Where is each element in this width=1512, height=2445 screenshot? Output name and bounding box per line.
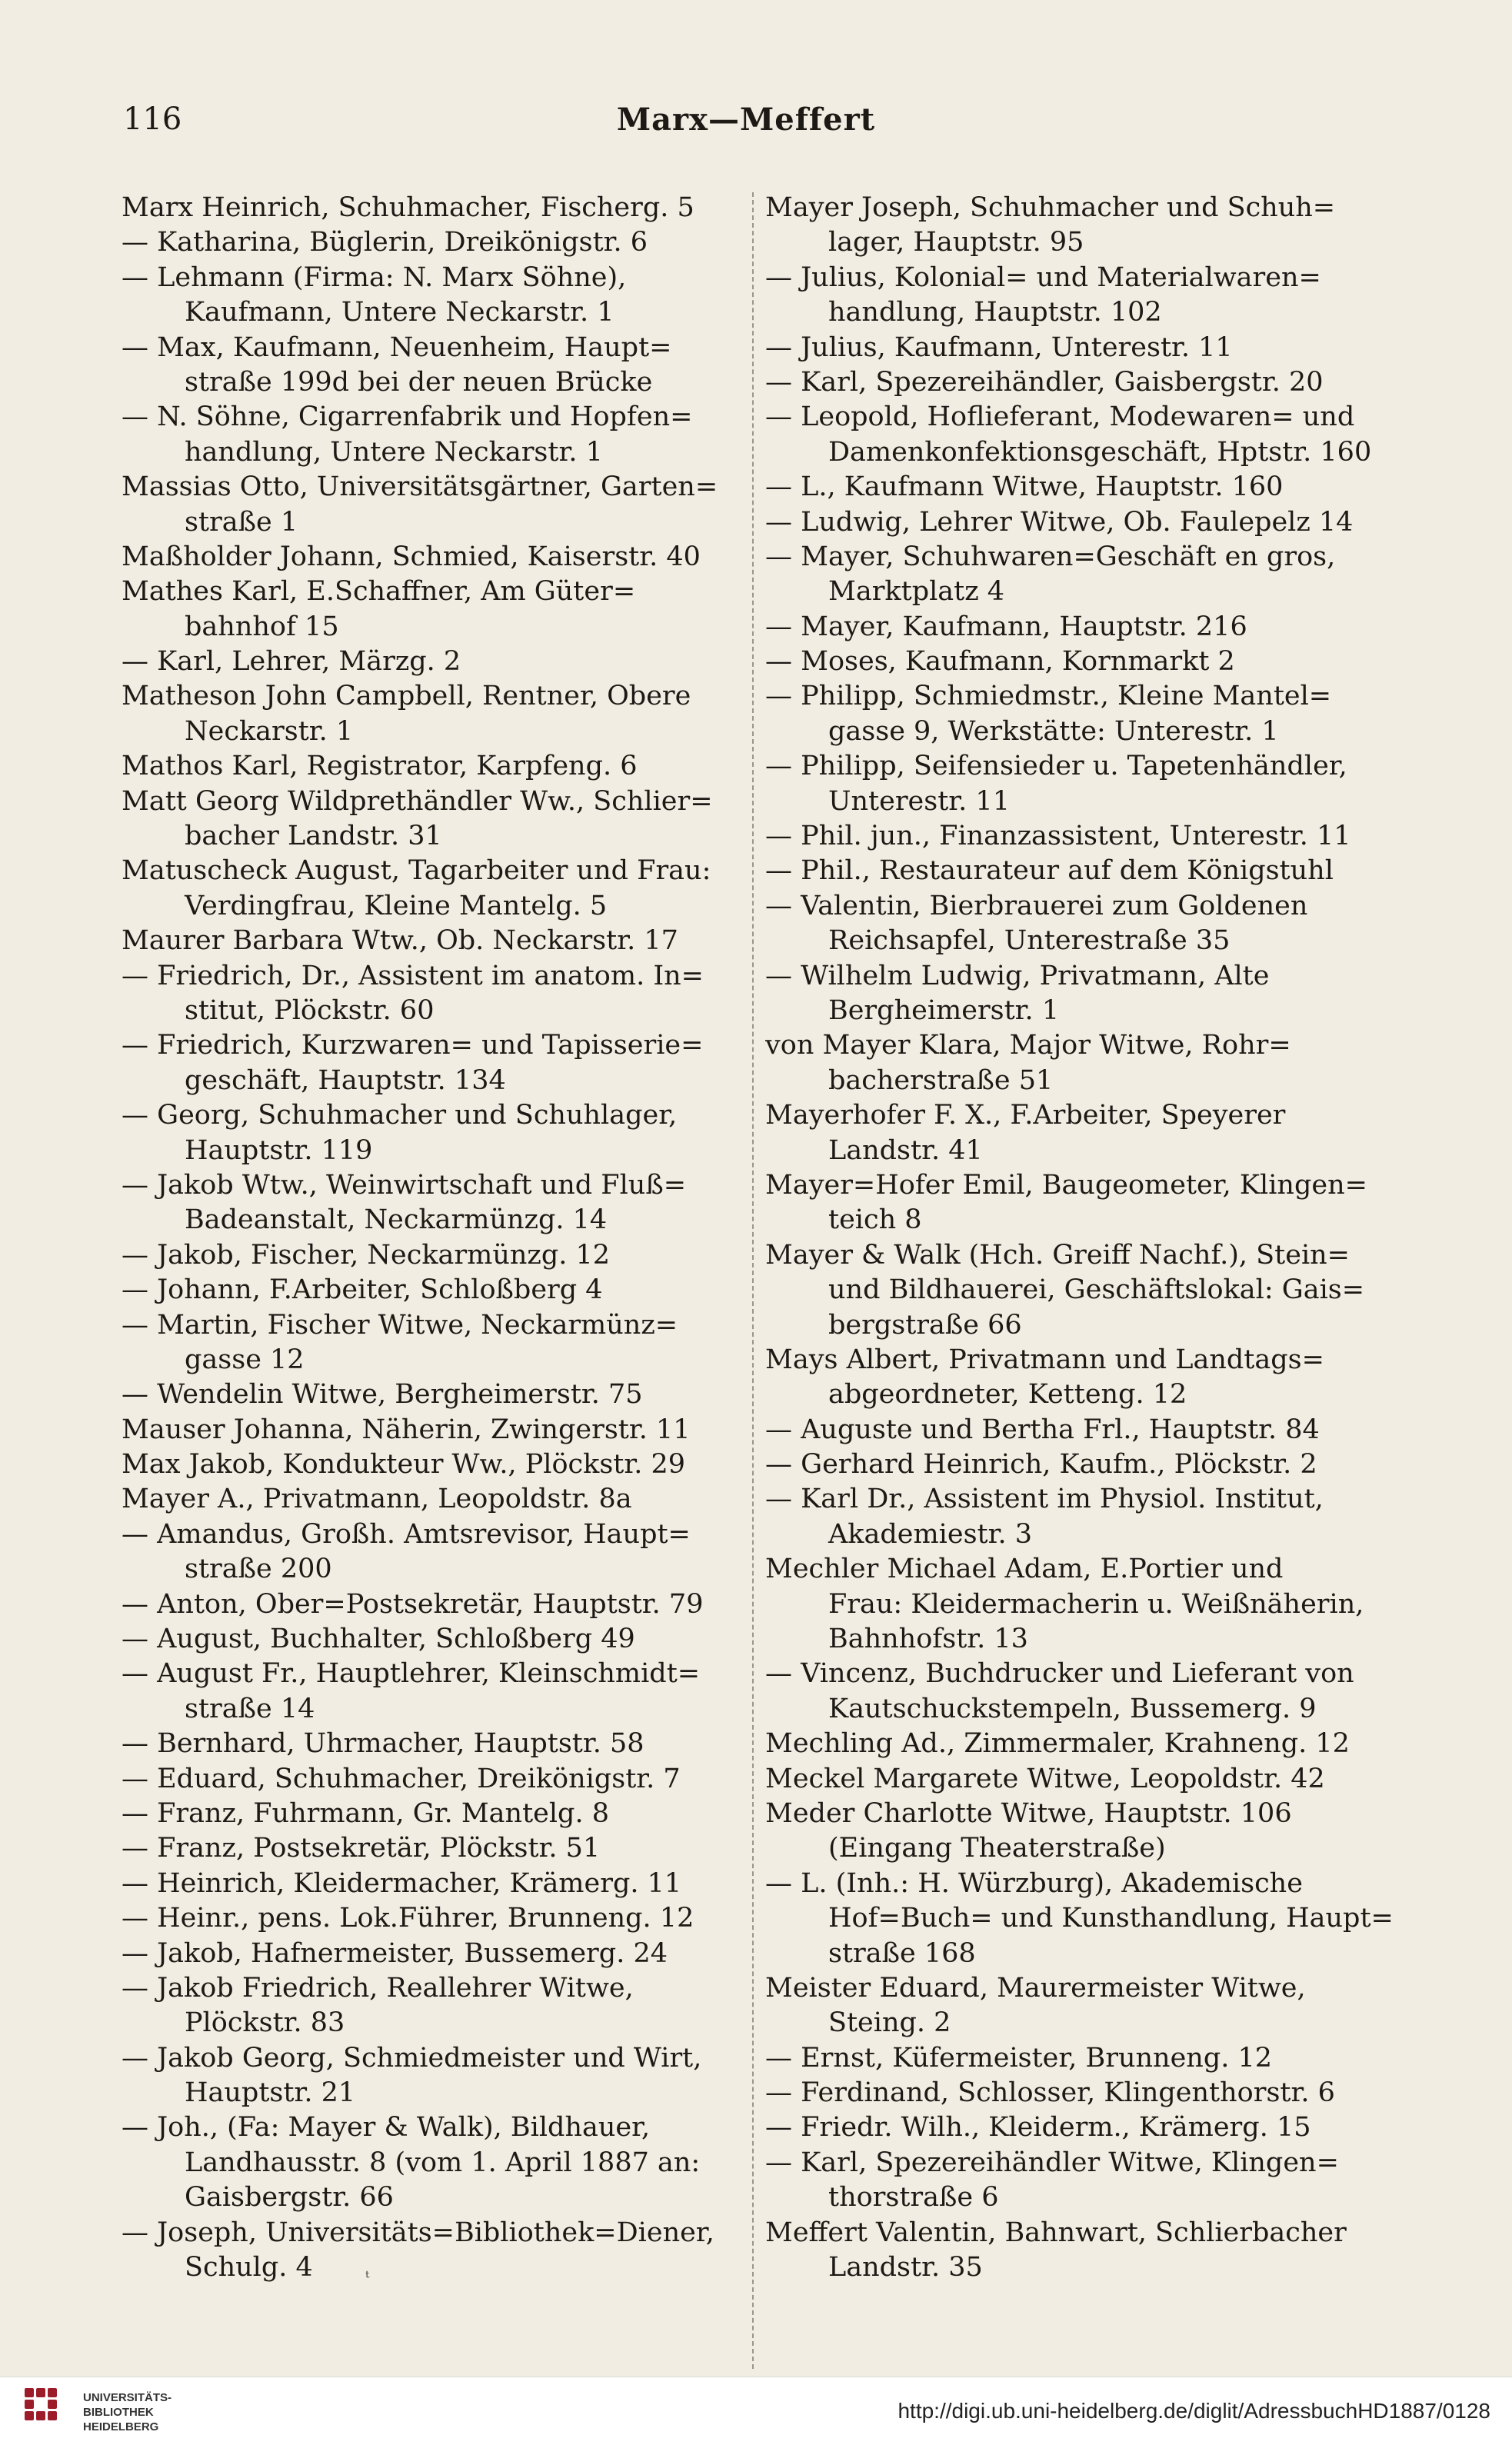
entry-continuation-line: bergstraße 66 bbox=[828, 1309, 1022, 1341]
entry-continuation-line: bacherstraße 51 bbox=[828, 1064, 1054, 1096]
directory-entry: — Leopold, Hoflieferant, Modewaren= und bbox=[765, 401, 1355, 433]
entry-continuation-line: Verdingfrau, Kleine Mantelg. 5 bbox=[185, 890, 608, 921]
directory-entry: — Lehmann (Firma: N. Marx Söhne), bbox=[122, 261, 627, 293]
library-name bbox=[83, 2390, 172, 2434]
directory-entry: — Georg, Schuhmacher und Schuhlager, bbox=[122, 1100, 678, 1131]
library-name-line: HEIDELBERG bbox=[83, 2420, 159, 2433]
library-name-line: UNIVERSITÄTS- bbox=[83, 2391, 172, 2404]
directory-entry: — Heinrich, Kleidermacher, Krämerg. 11 bbox=[122, 1867, 682, 1899]
directory-entry: — Katharina, Büglerin, Dreikönigstr. 6 bbox=[122, 227, 648, 258]
directory-entry: Maurer Barbara Wtw., Ob. Neckarstr. 17 bbox=[122, 925, 678, 957]
entry-continuation-line: bahnhof 15 bbox=[185, 611, 339, 642]
entry-continuation-line: geschäft, Hauptstr. 134 bbox=[185, 1064, 506, 1096]
entry-continuation-line: handlung, Untere Neckarstr. 1 bbox=[185, 436, 603, 468]
directory-entry: — Jakob, Fischer, Neckarmünzg. 12 bbox=[122, 1239, 611, 1271]
library-logo-icon bbox=[25, 2388, 69, 2433]
directory-entry: — Karl Dr., Assistent im Physiol. Institut, bbox=[765, 1484, 1324, 1515]
directory-entry: — Vincenz, Buchdrucker und Lieferant von bbox=[765, 1658, 1354, 1690]
library-name-line: BIBLIOTHEK bbox=[83, 2406, 154, 2419]
directory-entry: Matuscheck August, Tagarbeiter und Frau: bbox=[122, 855, 711, 887]
directory-entry: — Max, Kaufmann, Neuenheim, Haupt= bbox=[122, 331, 672, 363]
directory-entry: — Valentin, Bierbrauerei zum Goldenen bbox=[765, 890, 1308, 921]
directory-entry: — L. (Inh.: H. Würzburg), Akademische bbox=[765, 1867, 1303, 1899]
directory-entry: Mechler Michael Adam, E.Portier und bbox=[765, 1554, 1284, 1585]
directory-entry: — Julius, Kolonial= und Materialwaren= bbox=[765, 261, 1321, 293]
entry-continuation-line: straße 1 bbox=[185, 506, 298, 538]
source-url-link[interactable]: http://digi.ub.uni-heidelberg.de/diglit/AdressbuchHD1887/0128 bbox=[898, 2399, 1490, 2423]
entry-continuation-line: Hauptstr. 119 bbox=[185, 1134, 373, 1166]
column-divider bbox=[752, 192, 754, 2369]
entry-continuation-line: gasse 9, Werkstätte: Unterestr. 1 bbox=[828, 715, 1279, 747]
directory-entry: — Mayer, Kaufmann, Hauptstr. 216 bbox=[765, 611, 1247, 642]
entry-continuation-line: gasse 12 bbox=[185, 1344, 305, 1375]
directory-entry: Maßholder Johann, Schmied, Kaiserstr. 40 bbox=[122, 541, 701, 572]
entry-continuation-line: bacher Landstr. 31 bbox=[185, 821, 442, 852]
directory-entry: — Jakob Wtw., Weinwirtschaft und Fluß= bbox=[122, 1169, 687, 1201]
entry-continuation-line: und Bildhauerei, Geschäftslokal: Gais= bbox=[828, 1274, 1365, 1306]
entry-continuation-line: stitut, Plöckstr. 60 bbox=[185, 994, 435, 1026]
directory-entry: von Mayer Klara, Major Witwe, Rohr= bbox=[765, 1030, 1291, 1061]
directory-entry: Matheson John Campbell, Rentner, Obere bbox=[122, 681, 691, 712]
directory-entry: — Auguste und Bertha Frl., Hauptstr. 84 bbox=[765, 1414, 1320, 1445]
directory-entry: — Franz, Fuhrmann, Gr. Mantelg. 8 bbox=[122, 1797, 609, 1829]
directory-entry: Mathes Karl, E.Schaffner, Am Güter= bbox=[122, 576, 636, 608]
entry-continuation-line: Bergheimerstr. 1 bbox=[828, 994, 1060, 1026]
directory-entry: — Joh., (Fa: Mayer & Walk), Bildhauer, bbox=[122, 2112, 651, 2144]
entry-continuation-line: Frau: Kleidermacherin u. Weißnäherin, bbox=[828, 1588, 1364, 1620]
entry-continuation-line: Unterestr. 11 bbox=[828, 785, 1010, 817]
running-head: Marx—Meffert bbox=[616, 102, 876, 138]
directory-entry: — Gerhard Heinrich, Kaufm., Plöckstr. 2 bbox=[765, 1449, 1317, 1481]
directory-entry: — August Fr., Hauptlehrer, Kleinschmidt= bbox=[122, 1658, 701, 1690]
directory-entry: — Friedr. Wilh., Kleiderm., Krämerg. 15 bbox=[765, 2112, 1311, 2144]
directory-entry: Meister Eduard, Maurermeister Witwe, bbox=[765, 1972, 1306, 2004]
directory-entry: — Moses, Kaufmann, Kornmarkt 2 bbox=[765, 646, 1235, 678]
directory-entry: — Ernst, Küfermeister, Brunneng. 12 bbox=[765, 2042, 1273, 2074]
directory-entry: Meckel Margarete Witwe, Leopoldstr. 42 bbox=[765, 1763, 1325, 1794]
page-header bbox=[108, 102, 1384, 155]
directory-entry: — Julius, Kaufmann, Unterestr. 11 bbox=[765, 331, 1233, 363]
entry-continuation-line: straße 168 bbox=[828, 1937, 976, 1969]
directory-entry: Massias Otto, Universitätsgärtner, Garten= bbox=[122, 471, 718, 503]
directory-entry: Mayerhofer F. X., F.Arbeiter, Speyerer bbox=[765, 1100, 1286, 1131]
entry-continuation-line: lager, Hauptstr. 95 bbox=[828, 227, 1084, 258]
entry-continuation-line: Kautschuckstempeln, Bussemerg. 9 bbox=[828, 1693, 1317, 1724]
entry-continuation-line: Neckarstr. 1 bbox=[185, 715, 354, 747]
directory-entry: — Jakob, Hafnermeister, Bussemerg. 24 bbox=[122, 1937, 668, 1969]
entry-continuation-line: Badeanstalt, Neckarmünzg. 14 bbox=[185, 1204, 608, 1236]
right-column bbox=[765, 191, 1396, 2285]
page-number: 116 bbox=[123, 102, 182, 137]
entry-continuation-line: Schulg. 4 bbox=[185, 2252, 313, 2283]
entry-continuation-line: Hauptstr. 21 bbox=[185, 2077, 356, 2109]
directory-entry: — Phil., Restaurateur auf dem Königstuhl bbox=[765, 855, 1334, 887]
directory-entry: — Bernhard, Uhrmacher, Hauptstr. 58 bbox=[122, 1728, 644, 1760]
entry-continuation-line: Akademiestr. 3 bbox=[828, 1518, 1032, 1550]
directory-entry: Meffert Valentin, Bahnwart, Schlierbacher bbox=[765, 2217, 1347, 2248]
directory-entry: — Friedrich, Kurzwaren= und Tapisserie= bbox=[122, 1030, 704, 1061]
directory-entry: — Johann, F.Arbeiter, Schloßberg 4 bbox=[122, 1274, 603, 1306]
directory-entry: — Heinr., pens. Lok.Führer, Brunneng. 12 bbox=[122, 1903, 694, 1934]
directory-entry: — Joseph, Universitäts=Bibliothek=Diener, bbox=[122, 2217, 714, 2248]
directory-entry: — Wendelin Witwe, Bergheimerstr. 75 bbox=[122, 1379, 643, 1411]
footer-bar bbox=[0, 2377, 1512, 2445]
directory-entry: Mayer=Hofer Emil, Baugeometer, Klingen= bbox=[765, 1169, 1367, 1201]
directory-entry: — Ludwig, Lehrer Witwe, Ob. Faulepelz 14 bbox=[765, 506, 1354, 538]
entry-continuation-line: Hof=Buch= und Kunsthandlung, Haupt= bbox=[828, 1903, 1394, 1934]
directory-entry: — Friedrich, Dr., Assistent im anatom. In= bbox=[122, 960, 704, 991]
left-column bbox=[122, 191, 768, 2285]
directory-entry: Mays Albert, Privatmann und Landtags= bbox=[765, 1344, 1324, 1375]
directory-entry: — Jakob Friedrich, Reallehrer Witwe, bbox=[122, 1972, 634, 2004]
entry-continuation-line: abgeordneter, Ketteng. 12 bbox=[828, 1379, 1187, 1411]
entry-continuation-line: handlung, Hauptstr. 102 bbox=[828, 297, 1162, 328]
directory-entry: Mathos Karl, Registrator, Karpfeng. 6 bbox=[122, 751, 638, 782]
entry-continuation-line: Steing. 2 bbox=[828, 2007, 951, 2039]
directory-entry: Marx Heinrich, Schuhmacher, Fischerg. 5 bbox=[122, 192, 694, 223]
entry-continuation-line: Landhausstr. 8 (vom 1. April 1887 an: bbox=[185, 2147, 701, 2178]
directory-entry: — Karl, Spezereihändler Witwe, Klingen= bbox=[765, 2147, 1339, 2178]
entry-continuation-line: thorstraße 6 bbox=[828, 2182, 999, 2213]
directory-entry: — Eduard, Schuhmacher, Dreikönigstr. 7 bbox=[122, 1763, 681, 1794]
entry-continuation-line: Reichsapfel, Unterestraße 35 bbox=[828, 925, 1231, 957]
entry-continuation-line: Bahnhofstr. 13 bbox=[828, 1624, 1028, 1655]
entry-continuation-line: straße 199d bei der neuen Brücke bbox=[185, 366, 653, 398]
directory-entry: Matt Georg Wildprethändler Ww., Schlier= bbox=[122, 785, 713, 817]
entry-continuation-line: Kaufmann, Untere Neckarstr. 1 bbox=[185, 297, 614, 328]
directory-entry: Mayer A., Privatmann, Leopoldstr. 8a bbox=[122, 1484, 632, 1515]
directory-entry: Mayer Joseph, Schuhmacher und Schuh= bbox=[765, 192, 1336, 223]
entry-continuation-line: straße 200 bbox=[185, 1554, 332, 1585]
directory-entry: — August, Buchhalter, Schloßberg 49 bbox=[122, 1624, 635, 1655]
entry-continuation-line: teich 8 bbox=[828, 1204, 922, 1236]
directory-entry: — Mayer, Schuhwaren=Geschäft en gros, bbox=[765, 541, 1336, 572]
entry-continuation-line: Marktplatz 4 bbox=[828, 576, 1005, 608]
directory-entry: — Martin, Fischer Witwe, Neckarmünz= bbox=[122, 1309, 678, 1341]
directory-entry: — Jakob Georg, Schmiedmeister und Wirt, bbox=[122, 2042, 702, 2074]
entry-continuation-line: (Eingang Theaterstraße) bbox=[828, 1833, 1166, 1864]
stray-mark: ᵗ bbox=[365, 2269, 370, 2288]
entry-continuation-line: Gaisbergstr. 66 bbox=[185, 2182, 394, 2213]
directory-entry: — L., Kaufmann Witwe, Hauptstr. 160 bbox=[765, 471, 1284, 503]
directory-entry: — Philipp, Seifensieder u. Tapetenhändler, bbox=[765, 751, 1347, 782]
directory-entry: — Ferdinand, Schlosser, Klingenthorstr. 6 bbox=[765, 2077, 1335, 2109]
directory-entry: Max Jakob, Kondukteur Ww., Plöckstr. 29 bbox=[122, 1449, 686, 1481]
entry-continuation-line: Plöckstr. 83 bbox=[185, 2007, 345, 2039]
directory-entry: Mauser Johanna, Näherin, Zwingerstr. 11 bbox=[122, 1414, 691, 1445]
entry-continuation-line: Landstr. 35 bbox=[828, 2252, 983, 2283]
entry-continuation-line: straße 14 bbox=[185, 1693, 315, 1724]
directory-entry: — Amandus, Großh. Amtsrevisor, Haupt= bbox=[122, 1518, 691, 1550]
directory-entry: — Phil. jun., Finanzassistent, Unterestr. 11 bbox=[765, 821, 1351, 852]
directory-entry: — Karl, Spezereihändler, Gaisbergstr. 20 bbox=[765, 366, 1324, 398]
entry-continuation-line: Landstr. 41 bbox=[828, 1134, 983, 1166]
directory-entry: — Karl, Lehrer, Märzg. 2 bbox=[122, 646, 461, 678]
directory-entry: — Anton, Ober=Postsekretär, Hauptstr. 79 bbox=[122, 1588, 704, 1620]
directory-entry: Mechling Ad., Zimmermaler, Krahneng. 12 bbox=[765, 1728, 1350, 1760]
directory-entry: Meder Charlotte Witwe, Hauptstr. 106 bbox=[765, 1797, 1292, 1829]
directory-entry: — Philipp, Schmiedmstr., Kleine Mantel= bbox=[765, 681, 1332, 712]
directory-entry: — Franz, Postsekretär, Plöckstr. 51 bbox=[122, 1833, 601, 1864]
directory-entry: — Wilhelm Ludwig, Privatmann, Alte bbox=[765, 960, 1270, 991]
entry-continuation-line: Damenkonfektionsgeschäft, Hptstr. 160 bbox=[828, 436, 1372, 468]
directory-entry: — N. Söhne, Cigarrenfabrik und Hopfen= bbox=[122, 401, 693, 433]
directory-entry: Mayer & Walk (Hch. Greiff Nachf.), Stein= bbox=[765, 1239, 1350, 1271]
